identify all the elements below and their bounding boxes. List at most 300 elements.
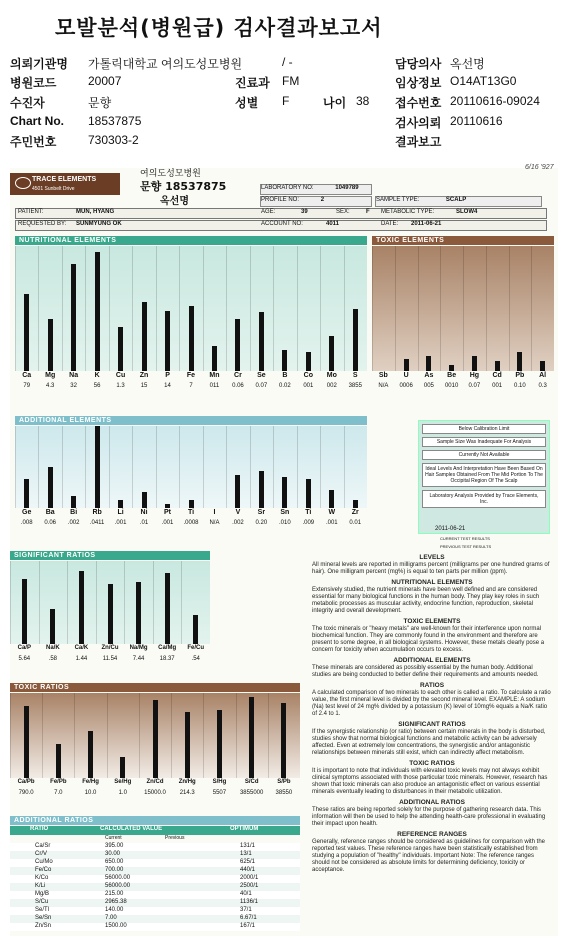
add-ratio-row	[10, 883, 300, 891]
toxic-ratio-labels	[10, 779, 300, 789]
ratio-current: 7.00	[105, 915, 117, 921]
result-label: 결과보고	[395, 135, 442, 149]
toxic-label: Pb	[515, 372, 525, 379]
additional-grid-line	[38, 426, 39, 508]
section-text: All mineral levels are reported in milligrams percent (milligrams per one hundred grams of hair). One milligram percent (mg%) is equal to ten parts per million (ppm).	[312, 562, 550, 575]
dept-value: FM	[282, 74, 300, 88]
ratio-current: 2965.38	[105, 899, 127, 905]
toxic-ratio-label: Fe/Hg	[82, 779, 99, 785]
toxic-label: Hg	[469, 372, 480, 379]
ratio-name: Ca/Sr	[35, 843, 51, 849]
account-value: 4011	[326, 221, 340, 227]
age-label: 나이	[323, 96, 347, 110]
additional-bar	[142, 492, 147, 508]
sig-ratio-label: Na/Mg	[129, 645, 148, 651]
request-value: 20110616	[450, 114, 503, 128]
nutritional-label: Se	[257, 372, 266, 379]
toxic-label: Sb	[378, 372, 388, 379]
doctor-label: 담당의사	[395, 57, 442, 71]
sex-label: 성별	[235, 96, 259, 110]
toxic-value: N/A	[378, 383, 389, 389]
ratio-name: Zn/Sn	[35, 923, 52, 929]
sig-ratio-value: 18.37	[159, 656, 175, 662]
toxic-grid-line	[440, 246, 441, 371]
ratio-optimum: 440/1	[240, 867, 256, 873]
toxic-value: 0.07	[468, 383, 481, 389]
additional-bar	[306, 479, 311, 508]
toxic-bar	[426, 356, 431, 371]
toxic-grid-line	[509, 246, 510, 371]
header-opt: OPTIMUM	[230, 826, 259, 832]
additional-value: .0411	[89, 520, 105, 526]
ratio-optimum: 2000/1	[240, 875, 259, 881]
sig-ratio-label: Na/K	[46, 645, 60, 651]
additional-value: .0008	[183, 520, 199, 526]
toxic-symbols	[372, 372, 554, 382]
additional-bar	[118, 500, 123, 508]
ratio-optimum: 131/1	[240, 843, 256, 849]
sig-ratio-label: Ca/K	[74, 645, 89, 651]
toxic-ratio-label: Zn/Cd	[146, 779, 164, 785]
additional-title: ADDITIONAL ELEMENTS	[15, 416, 367, 425]
lab-address: 4501 Sunbelt Drive	[32, 186, 75, 192]
add-ratio-row	[10, 915, 300, 923]
sig-ratio-label: Ca/P	[17, 645, 31, 651]
toxic-ratio-bar	[24, 706, 29, 778]
ratio-name: Se/Tl	[35, 907, 50, 913]
additional-label: Bi	[70, 509, 78, 516]
additional-value: 0.20	[255, 520, 268, 526]
additional-value: 0.06	[44, 520, 57, 526]
nutritional-bar	[142, 302, 147, 371]
toxic-bar	[495, 361, 500, 371]
nutritional-bar	[48, 319, 53, 372]
section-heading: ADDITIONAL ELEMENTS	[393, 657, 471, 664]
nutritional-value: 002	[326, 383, 337, 389]
toxic-ratio-label: S/Cd	[244, 779, 259, 785]
receipt-value: 20110616-09024	[450, 94, 540, 108]
additional-grid-line	[297, 426, 298, 508]
request-row	[15, 220, 547, 231]
nutritional-value: 1.3	[116, 383, 125, 389]
report-title: 모발분석(병원급) 검사결과보고서	[55, 16, 383, 40]
institution-value: 가톨릭대학교 여의도성모병원	[88, 57, 243, 71]
ratio-optimum: 167/1	[240, 923, 256, 929]
patient-row	[15, 208, 547, 219]
sig-ratio-value: 1.44	[75, 656, 88, 662]
sex-row-label: SEX:	[336, 209, 350, 215]
toxic-ratio-label: S/Pb	[277, 779, 291, 785]
additional-value: .010	[279, 520, 291, 526]
toxic-ratio-grid-line	[74, 693, 75, 778]
handwriting-name: 문향 18537875	[140, 180, 227, 193]
nutritional-value: 0.06	[232, 383, 244, 389]
ratio-current: 56000.00	[105, 883, 131, 889]
section-heading: RATIOS	[419, 682, 445, 689]
additional-label: Sr	[257, 509, 266, 516]
additional-grid-line	[226, 426, 227, 508]
ratio-name: Cr/V	[35, 851, 47, 857]
ratio-optimum: 40/1	[240, 891, 252, 897]
additional-label: Pt	[164, 509, 172, 516]
patient-row-value: MUN, HYANG	[76, 209, 115, 215]
toxic-ratio-value: 7.0	[54, 790, 63, 796]
nutritional-grid-line	[344, 246, 345, 371]
toxic-grid-line	[418, 246, 419, 371]
toxic-ratio-bar	[56, 744, 61, 778]
additional-bar	[235, 475, 240, 508]
additional-grid-line	[85, 426, 86, 508]
sig-ratio-bar	[50, 609, 55, 644]
scanned-report	[10, 164, 558, 936]
nutritional-label: Cr	[234, 372, 242, 379]
sig-ratio-bar	[108, 584, 113, 644]
doctor-value: 옥선명	[450, 57, 485, 71]
section-heading: TOXIC ELEMENTS	[403, 618, 461, 625]
corner-note: 6/16 '927	[525, 164, 554, 171]
nutritional-grid-line	[132, 246, 133, 371]
age-row-label: AGE:	[261, 209, 276, 215]
additional-label: Li	[117, 509, 124, 516]
add-ratio-subheader	[10, 835, 300, 842]
nutritional-label: Co	[303, 372, 313, 379]
additional-chart	[15, 426, 367, 508]
lab-logo-icon	[15, 177, 31, 189]
lab-analysis-note: Laboratory Analysis Provided by Trace Elements, Inc.	[422, 490, 546, 508]
lab-no-value: 1049789	[335, 185, 359, 191]
sig-ratio-value: 11.54	[102, 656, 118, 662]
sig-ratio-grid-line	[10, 561, 11, 644]
sig-ratio-grid-line	[67, 561, 68, 644]
nutritional-grid-line	[15, 246, 16, 371]
toxic-ratio-grid-line	[236, 693, 237, 778]
additional-value: .008	[20, 520, 33, 526]
additional-grid-line	[250, 426, 251, 508]
current-date: 2011-06-21	[435, 526, 466, 532]
add-ratio-row	[10, 851, 300, 859]
add-ratio-rows	[10, 843, 300, 931]
nutritional-value: 0.07	[255, 383, 268, 389]
nutritional-grid-line	[203, 246, 204, 371]
nutritional-value: 7	[189, 383, 193, 389]
toxic-bar	[472, 356, 477, 371]
sig-ratio-bar	[79, 571, 84, 644]
toxic-value: 0.3	[538, 383, 547, 389]
sample-value: SCALP	[445, 197, 467, 203]
additional-grid-line	[203, 426, 204, 508]
sig-ratio-chart	[10, 561, 210, 644]
ratio-current: 700.00	[105, 867, 124, 873]
additional-grid-line	[132, 426, 133, 508]
nutritional-bar	[24, 294, 29, 372]
additional-grid-line	[320, 426, 321, 508]
handwriting-hospital: 여의도성모병원	[140, 169, 201, 179]
nutritional-bar	[165, 311, 170, 371]
nutritional-label: Fe	[186, 372, 196, 379]
nutritional-value: 3855	[348, 383, 362, 389]
section-heading: ADDITIONAL RATIOS	[399, 799, 465, 806]
nutritional-value: 79	[23, 383, 31, 389]
nutritional-value: 011	[209, 383, 220, 389]
nutritional-bar	[95, 252, 100, 371]
nutritional-bar	[353, 309, 358, 372]
toxic-ratio-label: Fe/Pb	[50, 779, 67, 785]
ratio-name: Cu/Mo	[35, 859, 53, 865]
hospital-code-label: 병원코드	[10, 76, 57, 90]
sig-ratio-grid-line	[153, 561, 154, 644]
toxic-label: Be	[447, 372, 457, 379]
additional-label: Ni	[140, 509, 148, 516]
nutritional-bar	[259, 312, 264, 371]
legend-inadequate: Sample Size Was Inadequate For Analysis	[422, 437, 546, 447]
nutritional-label: Ca	[22, 372, 32, 379]
nutritional-label: B	[282, 372, 288, 379]
ideal-levels-note: Ideal Levels And Interpretation Have Been Based On Hair Samples Obtained From The Mid Portion To The Occipital Region Of The Scalp	[422, 463, 546, 487]
additional-value: N/A	[209, 520, 220, 526]
slash: / -	[282, 55, 293, 69]
ratio-current: 56000.00	[105, 875, 131, 881]
nutritional-values	[15, 383, 367, 393]
section-heading: NUTRITIONAL ELEMENTS	[391, 579, 473, 586]
add-ratio-row	[10, 907, 300, 915]
sig-ratio-grid-line	[39, 561, 40, 644]
additional-value: .01	[139, 520, 149, 526]
additional-value: .001	[161, 520, 174, 526]
add-ratio-panel	[10, 816, 300, 934]
nutritional-symbols	[15, 372, 367, 382]
toxic-ratio-title: TOXIC RATIOS	[10, 683, 300, 692]
additional-value: .001	[325, 520, 338, 526]
add-ratio-header	[10, 826, 300, 835]
patient-row-label: PATIENT:	[18, 209, 44, 215]
toxic-ratio-grid-line	[42, 693, 43, 778]
nutritional-label: Na	[69, 372, 79, 379]
toxic-ratio-bar	[185, 712, 190, 778]
toxic-bar	[517, 352, 522, 371]
date-label: DATE:	[381, 221, 399, 227]
clinical-label: 임상정보	[395, 76, 442, 90]
toxic-values	[372, 383, 554, 393]
nutritional-bar	[71, 264, 76, 372]
toxic-ratio-value: 10.0	[84, 790, 97, 796]
sub-previous: Previous	[165, 835, 185, 841]
add-ratio-row	[10, 875, 300, 883]
toxic-value: 005	[423, 383, 434, 389]
account-label: ACCOUNT NO:	[261, 221, 303, 227]
age-value: 38	[356, 94, 370, 108]
additional-label: V	[235, 509, 241, 516]
sig-ratio-labels	[10, 645, 210, 655]
lab-no-label: LABORATORY NO:	[261, 185, 314, 191]
sig-ratio-panel	[10, 551, 210, 669]
nutritional-grid-line	[273, 246, 274, 371]
toxic-ratio-value: 38550	[275, 790, 293, 796]
toxic-ratio-bar	[217, 710, 222, 778]
toxic-ratio-bar	[281, 703, 286, 778]
nutritional-value: 32	[70, 383, 77, 389]
toxic-ratio-value: 214.3	[179, 790, 195, 796]
toxic-panel	[372, 236, 554, 396]
ratio-name: Mg/B	[35, 891, 50, 897]
report-header	[10, 55, 560, 155]
additional-panel	[15, 416, 367, 534]
section-text: These ratios are being reported solely for the purpose of gathering research data. This information will then be used to help the attending health-care professional in evaluating their impact upon health.	[312, 807, 546, 827]
additional-label: Ti	[187, 509, 195, 516]
toxic-grid-line	[395, 246, 396, 371]
nutritional-value: 15	[140, 383, 148, 389]
sex-row-value: F	[366, 209, 370, 215]
additional-label: Ba	[45, 509, 55, 516]
toxic-ratio-label: Se/Hg	[114, 779, 132, 785]
ratio-optimum: 625/1	[240, 859, 256, 865]
additional-label: I	[213, 509, 216, 516]
toxic-bar	[449, 365, 454, 371]
nutritional-grid-line	[156, 246, 157, 371]
additional-grid-line	[62, 426, 63, 508]
section-heading: REFERENCE RANGES	[397, 831, 467, 838]
receipt-label: 접수번호	[395, 96, 442, 110]
ratio-optimum: 6.67/1	[240, 915, 257, 921]
toxic-grid-line	[486, 246, 487, 371]
ratio-current: 215.00	[105, 891, 124, 897]
section-text: The toxic minerals or "heavy metals" are well-known for their interference upon normal biochemical function. They are commonly found in the environment and therefore are present to some degree, in all biological systems. However, these metals clearly pose a concern for toxicity when accumulation occurs to excess.	[312, 626, 545, 653]
toxic-ratio-grid-line	[268, 693, 269, 778]
nutritional-label: Mo	[326, 372, 337, 379]
nutritional-bar	[235, 319, 240, 372]
additional-label: Ge	[22, 509, 32, 516]
nutritional-bar	[282, 350, 287, 371]
section-text: Generally, reference ranges should be considered as guidelines for comparison with the reported test values. These reference ranges have been statistically established from studying a population of "healthy" individuals. Important Note: The reference ranges should not be considered as absolute limits for determining deficiency, toxicity or acceptance.	[312, 839, 546, 873]
nutritional-grid-line	[250, 246, 251, 371]
section-text: Extensively studied, the nutrient minerals have been well defined and are considered essential for many biological functions in the human body. They play key roles in such metabolic processes as muscular activity, endocrine function, reproduction, skeletal integrity and overall development.	[312, 587, 540, 614]
ratio-name: K/Li	[35, 883, 46, 889]
nutritional-value: 56	[93, 383, 101, 389]
add-ratio-row	[10, 899, 300, 907]
section-text: If the synergistic relationship (or ratio) between certain minerals in the body is disturbed, studies show that normal biological functions and metabolic activity can be adversely affected. Even at extremely low concentrations, the synergistic and/or antagonistic relationships between minerals still exist, which can indirectly affect metabolism.	[312, 729, 546, 756]
id-value: 730303-2	[88, 133, 139, 147]
additional-value: .001	[114, 520, 127, 526]
additional-value: .009	[302, 520, 315, 526]
toxic-ratio-label: Zn/Hg	[178, 779, 196, 785]
toxic-ratio-value: 3855000	[239, 790, 264, 796]
lab-logo-box	[10, 173, 120, 195]
toxic-label: U	[403, 372, 409, 379]
nutritional-bar	[212, 346, 217, 371]
ratio-name: S/Cu	[35, 899, 49, 905]
sig-ratio-grid-line	[124, 561, 125, 644]
nutritional-grid-line	[226, 246, 227, 371]
profile-value: 2	[320, 197, 325, 203]
nutritional-value: 001	[303, 383, 314, 389]
additional-bar	[353, 500, 358, 508]
add-ratio-row	[10, 891, 300, 899]
additional-grid-line	[109, 426, 110, 508]
nutritional-label: S	[352, 372, 358, 379]
sig-ratio-grid-line	[96, 561, 97, 644]
toxic-ratio-bar	[88, 731, 93, 778]
explanatory-text	[312, 551, 552, 931]
clinical-value: O14AT13G0	[450, 74, 517, 88]
section-heading: SIGNIFICANT RATIOS	[398, 721, 466, 728]
toxic-ratio-grid-line	[10, 693, 11, 778]
additional-label: W	[328, 509, 336, 516]
nutritional-grid-line	[62, 246, 63, 371]
nutritional-label: K	[94, 372, 100, 379]
toxic-ratio-label: S/Hg	[212, 779, 227, 785]
ratio-current: 30.00	[105, 851, 121, 857]
sig-ratio-title: SIGNIFICANT RATIOS	[10, 551, 210, 560]
nutritional-label: Mn	[209, 372, 220, 379]
nutritional-value: 4.3	[46, 383, 55, 389]
requested-value: SUNMYUNG OK	[76, 221, 122, 227]
handwriting-doctor: 옥선명	[160, 196, 189, 207]
toxic-label: Cd	[492, 372, 502, 379]
ratio-current: 650.00	[105, 859, 124, 865]
id-label: 주민번호	[10, 135, 57, 149]
nutritional-bar	[306, 352, 311, 371]
toxic-ratio-grid-line	[139, 693, 140, 778]
toxic-label: Al	[539, 372, 547, 379]
sig-ratio-label: Fe/Cu	[187, 645, 205, 651]
additional-grid-line	[273, 426, 274, 508]
sig-ratio-label: Ca/Mg	[158, 645, 177, 651]
toxic-grid-line	[531, 246, 532, 371]
dept-label: 진료과	[235, 76, 270, 90]
ratio-current: 395.00	[105, 843, 124, 849]
legend-below-cal: Below Calibration Limit	[422, 424, 546, 434]
ratio-current: 1500.00	[105, 923, 127, 929]
sig-ratio-values	[10, 656, 210, 666]
section-text: It is important to note that individuals with elevated toxic levels may not always exhibit clinical symptoms associated with those particular toxic minerals. However, research has shown that toxic minerals can also produce an antagonistic effect on various essential minerals eventually leading to disturbances in their metabolic utilization.	[312, 768, 548, 795]
nutritional-bar	[329, 336, 334, 371]
toxic-ratio-value: 15000.0	[144, 790, 166, 796]
ratio-optimum: 2500/1	[240, 883, 259, 889]
add-ratio-row	[10, 843, 300, 851]
nutritional-grid-line	[297, 246, 298, 371]
header-calc: CALCULATED VALUE	[100, 826, 163, 832]
nutritional-label: P	[165, 372, 170, 379]
metabolic-label: METABOLIC TYPE:	[381, 209, 435, 215]
sig-ratio-value: .58	[48, 656, 58, 662]
section-heading: TOXIC RATIOS	[409, 760, 455, 767]
toxic-ratio-bar	[153, 700, 158, 778]
toxic-ratio-value: 5507	[212, 790, 227, 796]
sig-ratio-value: .54	[191, 656, 200, 662]
header-ratio: RATIO	[30, 826, 49, 832]
ratio-name: Fe/Co	[35, 867, 52, 873]
current-results-label: CURRENT TEST RESULTS	[440, 536, 490, 541]
nutritional-grid-line	[320, 246, 321, 371]
additional-grid-line	[15, 426, 16, 508]
toxic-ratio-grid-line	[107, 693, 108, 778]
section-text: A calculated comparison of two minerals to each other is called a ratio. To calculate a ratio value, the first mineral level is divided by the second mineral level. EXAMPLE: A sodium (Na) test level of 24 mg% divided by a potassium (K) level of 10mg% equals a Na/K ratio of 2.4 to 1.	[312, 690, 551, 717]
toxic-ratio-grid-line	[203, 693, 204, 778]
nutritional-grid-line	[109, 246, 110, 371]
ratio-optimum: 1136/1	[240, 899, 258, 905]
add-ratio-row	[10, 923, 300, 931]
sig-ratio-label: Zn/Cu	[101, 645, 119, 651]
age-row-value: 39	[301, 209, 308, 215]
toxic-grid-line	[463, 246, 464, 371]
nutritional-label: Zn	[139, 372, 149, 379]
patient-value: 문향	[88, 96, 112, 110]
toxic-label: As	[424, 372, 434, 379]
ratio-optimum: 37/1	[240, 907, 252, 913]
section-heading: LEVELS	[419, 554, 445, 561]
additional-label: Sn	[280, 509, 290, 516]
additional-bar	[24, 479, 29, 508]
sig-ratio-grid-line	[181, 561, 182, 644]
